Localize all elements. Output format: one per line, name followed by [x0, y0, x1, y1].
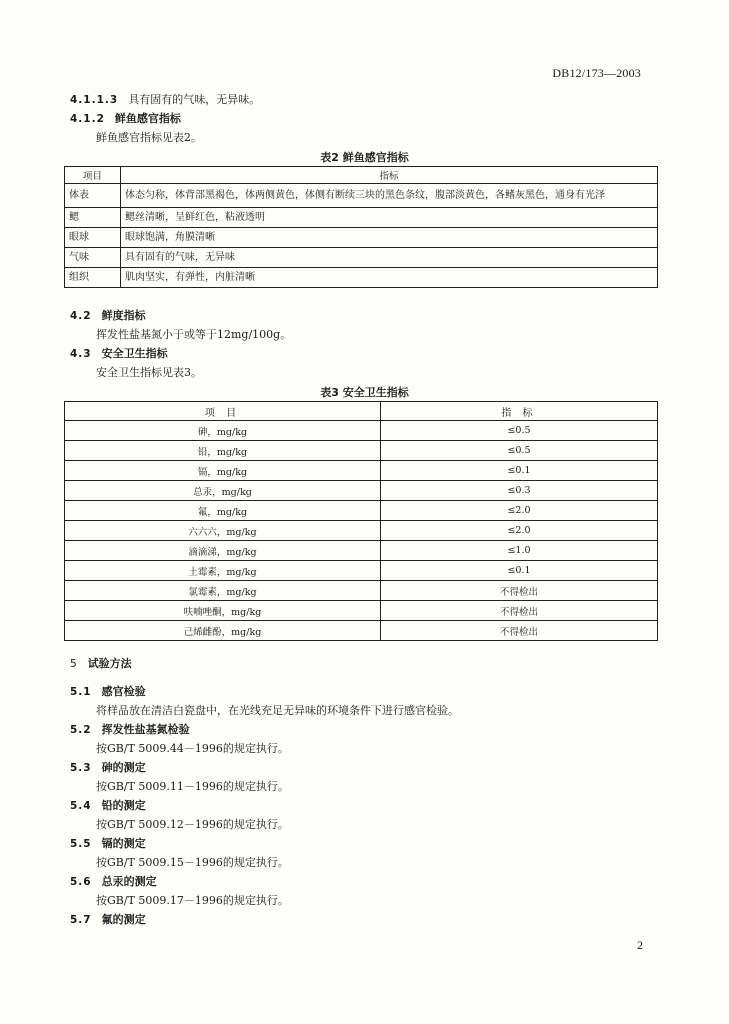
clause-title: 感官检验: [101, 685, 146, 698]
clause-number: 5.3: [70, 762, 92, 774]
item-cell: 铅，mg/kg: [65, 441, 381, 461]
safety-index-table: [64, 401, 658, 641]
item-cell: 砷，mg/kg: [65, 421, 381, 441]
table-header-row: [65, 402, 658, 421]
table-row: [65, 228, 658, 248]
table-row: [65, 441, 658, 461]
clause-5-5-body: 按GB/T 5009.15－1996的规定执行。: [96, 856, 289, 869]
clause-number: 5.5: [70, 838, 92, 850]
clause-number: 5.7: [70, 914, 92, 926]
clause-5-6-body: 按GB/T 5009.17－1996的规定执行。: [96, 894, 289, 907]
clause-title: 铅的测定: [101, 799, 146, 812]
clause-5-5-heading: [70, 836, 146, 852]
table-row: [65, 561, 658, 581]
table-row: [65, 208, 658, 228]
index-cell: 不得检出: [381, 621, 658, 641]
item-cell: 六六六，mg/kg: [65, 521, 381, 541]
table-row: [65, 481, 658, 501]
index-cell: ≤0.5: [381, 421, 658, 441]
clause-5-3-heading: [70, 760, 146, 776]
column-header-item: 项 目: [65, 402, 381, 421]
clause-number: 4.1.1.3: [70, 94, 119, 106]
clause-number: 5.6: [70, 876, 92, 888]
item-cell: 呋喃唑酮，mg/kg: [65, 601, 381, 621]
index-cell: 鳃丝清晰，呈鲜红色，粘液透明: [121, 208, 658, 228]
column-header-item: 项目: [65, 167, 121, 184]
clause-4-1-1-3: [70, 92, 260, 108]
section-5-heading: [70, 656, 132, 672]
index-cell: ≤2.0: [381, 501, 658, 521]
table-row: [65, 521, 658, 541]
section-number: 5: [70, 658, 78, 670]
index-cell: 不得检出: [381, 601, 658, 621]
table2-caption: 表2 鲜鱼感官指标: [320, 151, 409, 164]
table3-caption: 表3 安全卫生指标: [320, 386, 409, 399]
clause-title: 总汞的测定: [101, 875, 157, 888]
clause-title: 氟的测定: [101, 913, 146, 926]
table-row: [65, 501, 658, 521]
clause-number: 5.4: [70, 800, 92, 812]
clause-5-7-heading: [70, 912, 146, 928]
clause-title: 鲜鱼感官指标: [114, 112, 181, 125]
index-cell: ≤0.1: [381, 461, 658, 481]
index-cell: ≤0.3: [381, 481, 658, 501]
index-cell: 肌肉坚实，有弹性，内脏清晰: [121, 268, 658, 288]
item-cell: 土霉素，mg/kg: [65, 561, 381, 581]
section-title: 试验方法: [87, 657, 132, 670]
clause-number: 5.1: [70, 686, 92, 698]
table-row: [65, 268, 658, 288]
table-row: [65, 601, 658, 621]
clause-4-2-body: 挥发性盐基氮小于或等于12mg/100g。: [96, 328, 292, 341]
item-cell: 己烯雌酚，mg/kg: [65, 621, 381, 641]
index-cell: ≤0.1: [381, 561, 658, 581]
clause-5-2-heading: [70, 722, 190, 738]
index-cell: 不得检出: [381, 581, 658, 601]
table-row: [65, 621, 658, 641]
column-header-index: 指 标: [381, 402, 658, 421]
column-header-index: 指标: [121, 167, 658, 184]
table-row: [65, 541, 658, 561]
clause-5-1-heading: [70, 684, 146, 700]
clause-title: 砷的测定: [101, 761, 146, 774]
clause-title: 挥发性盐基氮检验: [101, 723, 190, 736]
clause-title: 镉的测定: [101, 837, 146, 850]
clause-4-1-2-heading: [70, 111, 181, 127]
clause-5-4-body: 按GB/T 5009.12－1996的规定执行。: [96, 818, 289, 831]
clause-5-6-heading: [70, 874, 157, 890]
clause-number: 4.3: [70, 348, 92, 360]
sensory-index-table: [64, 166, 658, 288]
table-row: [65, 184, 658, 208]
clause-4-3-heading: [70, 346, 168, 362]
index-cell: ≤2.0: [381, 521, 658, 541]
index-cell: 眼球饱满，角膜清晰: [121, 228, 658, 248]
item-cell: 滴滴涕，mg/kg: [65, 541, 381, 561]
clause-number: 5.2: [70, 724, 92, 736]
item-cell: 氯霉素，mg/kg: [65, 581, 381, 601]
clause-text: 具有固有的气味，无异味。: [128, 93, 261, 106]
document-code: DB12/173—2003: [552, 66, 641, 80]
item-cell: 鳃: [65, 208, 121, 228]
index-cell: ≤0.5: [381, 441, 658, 461]
clause-5-4-heading: [70, 798, 146, 814]
clause-number: 4.2: [70, 310, 92, 322]
clause-5-3-body: 按GB/T 5009.11－1996的规定执行。: [96, 780, 289, 793]
index-cell: ≤1.0: [381, 541, 658, 561]
clause-number: 4.1.2: [70, 113, 105, 125]
item-cell: 总汞，mg/kg: [65, 481, 381, 501]
clause-title: 鲜度指标: [101, 309, 146, 322]
index-cell: 体态匀称，体背部黑褐色，体两侧黄色，体侧有断续三块的黑色条纹，腹部淡黄色，各鳍灰黑色，通身有光泽: [121, 184, 658, 208]
index-cell: 具有固有的气味，无异味: [121, 248, 658, 268]
item-cell: 体表: [65, 184, 121, 208]
clause-title: 安全卫生指标: [101, 347, 168, 360]
item-cell: 眼球: [65, 228, 121, 248]
item-cell: 氟，mg/kg: [65, 501, 381, 521]
item-cell: 组织: [65, 268, 121, 288]
clause-4-3-body: 安全卫生指标见表3。: [96, 366, 202, 379]
clause-4-1-2-body: 鲜鱼感官指标见表2。: [96, 131, 202, 144]
table-row: [65, 248, 658, 268]
clause-4-2-heading: [70, 308, 146, 324]
item-cell: 镉，mg/kg: [65, 461, 381, 481]
table-header-row: [65, 167, 658, 184]
clause-5-1-body: 将样品放在清洁白瓷盘中，在光线充足无异味的环境条件下进行感官检验。: [96, 704, 459, 717]
clause-5-2-body: 按GB/T 5009.44－1996的规定执行。: [96, 742, 289, 755]
table-row: [65, 421, 658, 441]
table-row: [65, 461, 658, 481]
page-number: 2: [637, 938, 643, 952]
table-row: [65, 581, 658, 601]
item-cell: 气味: [65, 248, 121, 268]
